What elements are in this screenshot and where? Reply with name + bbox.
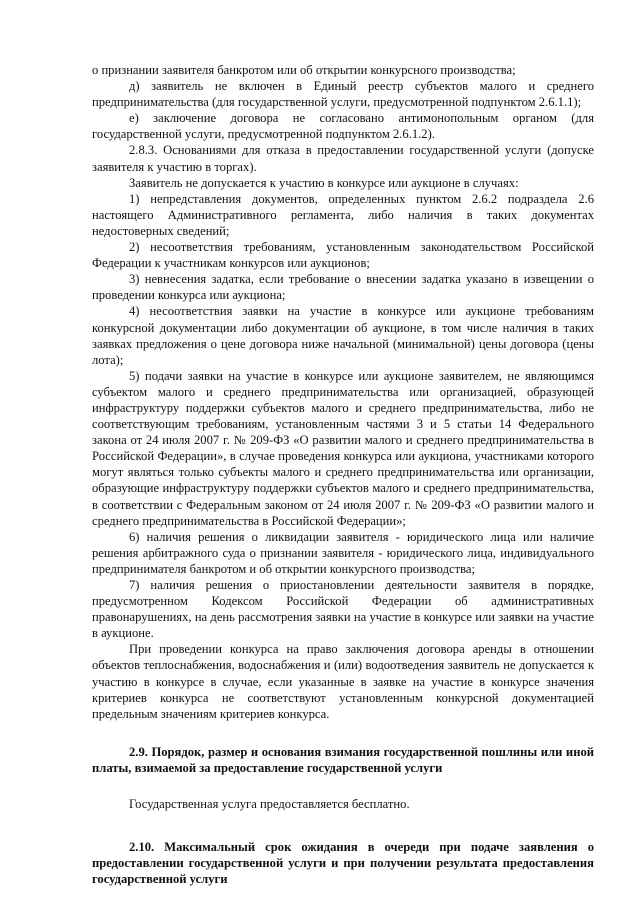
paragraph-case-4: 4) несоответствия заявки на участие в конкурсе или аукционе требованиям конкурсной документации либо документации об аукционе, в том числе наличия в таких заявках предложения о цене договора ниже начальной (минимальной) цены договора (цены лота); — [92, 304, 594, 367]
paragraph-heat-water-supply: При проведении конкурса на право заключения договора аренды в отношении объектов теплоснабжения, водоснабжения и (или) водоотведения заявитель не допускается к участию в конкурсе в случае, если указанные в заявке на участие в конкурсе значения критериев конкурса не соответствуют установленным конкурсной документацией предельным значениям критериев конкурса. — [92, 642, 594, 721]
paragraph-2-8-3: 2.8.3. Основаниями для отказа в предоставлении государственной услуги (допуске заявителя к участию в торгах). — [92, 143, 594, 174]
paragraph-bankruptcy-continuation: о признании заявителя банкротом или об открытии конкурсного производства; — [92, 63, 516, 77]
section-heading-2-9: 2.9. Порядок, размер и основания взимания государственной пошлины или иной платы, взимаемой за предоставление государственной услуги — [92, 744, 594, 775]
document-page — [92, 62, 594, 887]
paragraph-case-2: 2) несоответствия требованиям, установленным законодательством Российской Федерации к участникам конкурсов или аукционов; — [92, 240, 594, 271]
paragraph-case-5: 5) подачи заявки на участие в конкурсе или аукционе заявителем, не являющимся субъектом малого и среднего предпринимательства или организацией, образующей инфраструктуру поддержки субъектов малого и среднего предпринимательства, либо не соответствующим требованиям, установленным частями 3 и 5 статьи 14 Федерального закона от 24 июля 2007 г. № 209-ФЗ «О развитии малого и среднего предпринимательства в Российской Федерации», в случае проведения конкурса или аукциона, участниками которого могут являться только субъекты малого и среднего предпринимательства или организации, образующие инфраструктуру поддержки субъектов малого и среднего предпринимательства, в соответствии с Федеральным законом от 24 июля 2007 г. № 209-ФЗ «О развитии малого и среднего предпринимательства в Российской Федерации»; — [92, 368, 594, 528]
paragraph-case-1: 1) непредставления документов, определенных пунктом 2.6.2 подраздела 2.6 настоящего Административного регламента, либо наличия в таких документах недостоверных сведений; — [92, 191, 594, 238]
paragraph-case-7: 7) наличия решения о приостановлении деятельности заявителя в порядке, предусмотренном Кодексом Российской Федерации об административных правонарушениях, на день рассмотрения заявки на участие в конкурсе или заявки на участие в аукционе. — [92, 578, 594, 641]
section-heading-2-10: 2.10. Максимальный срок ожидания в очереди при подаче заявления о предоставлении государственной услуги и при получении результата предоставления государственной услуги — [92, 840, 594, 887]
paragraph-case-3: 3) невнесения задатка, если требование о внесении задатка указано в извещении о проведении конкурса или аукциона; — [92, 272, 594, 303]
paragraph-not-admitted: Заявитель не допускается к участию в конкурсе или аукционе в случаях: — [129, 175, 519, 190]
paragraph-item-e: е) заключение договора не согласовано антимонопольным органом (для государственной услуги, предусмотренной подпунктом 2.6.1.2). — [92, 111, 594, 142]
paragraph-case-6: 6) наличия решения о ликвидации заявителя - юридического лица или наличие решения арбитражного суда о признании заявителя - юридического лица, индивидуального предпринимателя банкротом и об открытии конкурсного производства; — [92, 529, 594, 576]
paragraph-free-service: Государственная услуга предоставляется бесплатно. — [129, 797, 410, 812]
paragraph-item-d: д) заявитель не включен в Единый реестр субъектов малого и среднего предпринимательства (для государственной услуги, предусмотренной подпунктом 2.6.1.1); — [92, 79, 594, 110]
